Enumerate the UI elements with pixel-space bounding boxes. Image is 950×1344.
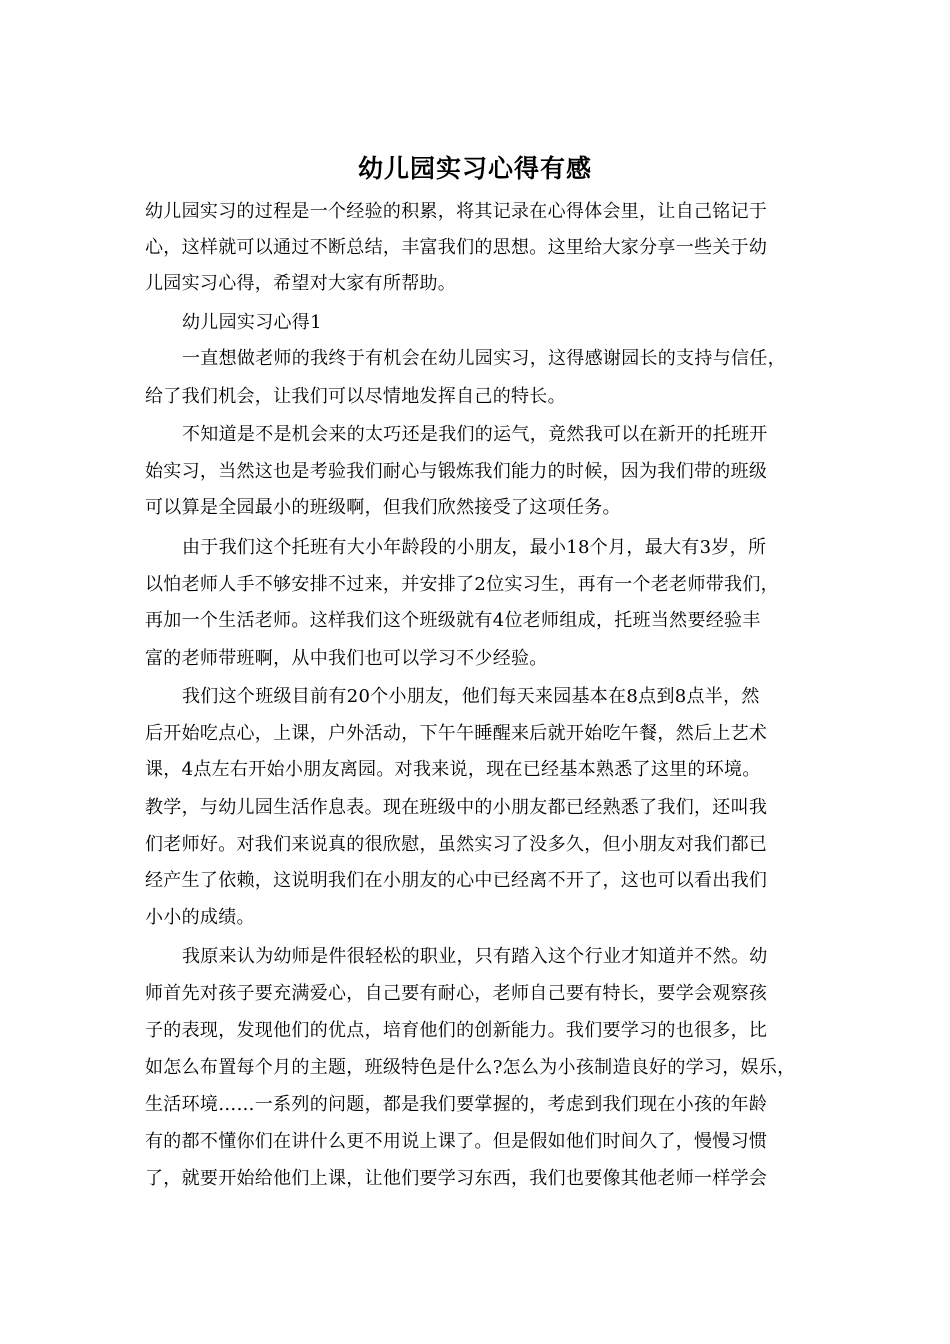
paragraph-line: 如怎么布置每个月的主题，班级特色是什么?怎么为小孩制造良好的学习，娱乐， <box>145 1057 796 1078</box>
paragraph-line: 由于我们这个托班有大小年龄段的小朋友，最小18个月，最大有3岁，所 <box>182 537 767 558</box>
paragraph-line: 心，这样就可以通过不断总结，丰富我们的思想。这里给大家分享一些关于幼 <box>145 237 768 258</box>
paragraph-line: 教学，与幼儿园生活作息表。现在班级中的小朋友都已经熟悉了我们，还叫我 <box>145 797 768 818</box>
paragraph-line: 可以算是全园最小的班级啊，但我们欣然接受了这项任务。 <box>145 497 621 518</box>
document-title: 幼儿园实习心得有感 <box>357 154 592 183</box>
paragraph-line: 师首先对孩子要充满爱心，自己要有耐心，老师自己要有特长，要学会观察孩 <box>145 983 768 1004</box>
paragraph-line: 了，就要开始给他们上课，让他们要学习东西，我们也要像其他老师一样学会 <box>145 1168 768 1189</box>
paragraph-line: 给了我们机会，让我们可以尽情地发挥自己的特长。 <box>145 386 566 407</box>
paragraph-line: 始实习，当然这也是考验我们耐心与锻炼我们能力的时候，因为我们带的班级 <box>145 461 768 482</box>
paragraph-line: 们老师好。对我们来说真的很欣慰，虽然实习了没多久，但小朋友对我们都已 <box>145 834 768 855</box>
paragraph-line: 儿园实习心得，希望对大家有所帮助。 <box>145 273 457 294</box>
paragraph-line: 有的都不懂你们在讲什么更不用说上课了。但是假如他们时间久了，慢慢习惯 <box>145 1131 768 1152</box>
section-heading: 幼儿园实习心得1 <box>182 312 322 333</box>
paragraph-line: 后开始吃点心，上课，户外活动，下午午睡醒来后就开始吃午餐，然后上艺术 <box>145 723 768 744</box>
paragraph-line: 一直想做老师的我终于有机会在幼儿园实习，这得感谢园长的支持与信任， <box>182 348 786 369</box>
paragraph-line: 幼儿园实习的过程是一个经验的积累，将其记录在心得体会里，让自己铭记于 <box>145 201 768 222</box>
paragraph-line: 小小的成绩。 <box>145 907 255 928</box>
paragraph-line: 子的表现，发现他们的优点，培育他们的创新能力。我们要学习的也很多，比 <box>145 1020 768 1041</box>
paragraph-line: 经产生了依赖，这说明我们在小朋友的心中已经离不开了，这也可以看出我们 <box>145 870 768 891</box>
paragraph-line: 我原来认为幼师是件很轻松的职业，只有踏入这个行业才知道并不然。幼 <box>182 946 768 967</box>
paragraph-line: 我们这个班级目前有20个小朋友，他们每天来园基本在8点到8点半，然 <box>182 686 760 707</box>
paragraph-line: 不知道是不是机会来的太巧还是我们的运气，竟然我可以在新开的托班开 <box>182 424 768 445</box>
paragraph-line: 再加一个生活老师。这样我们这个班级就有4位老师组成，托班当然要经验丰 <box>145 610 761 631</box>
paragraph-line: 课，4点左右开始小朋友离园。对我来说，现在已经基本熟悉了这里的环境。 <box>145 759 761 780</box>
paragraph-line: 生活环境……一系列的问题，都是我们要掌握的，考虑到我们现在小孩的年龄 <box>145 1094 768 1115</box>
paragraph-line: 富的老师带班啊，从中我们也可以学习不少经验。 <box>145 648 548 669</box>
paragraph-line: 以怕老师人手不够安排不过来，并安排了2位实习生，再有一个老老师带我们， <box>145 574 779 595</box>
